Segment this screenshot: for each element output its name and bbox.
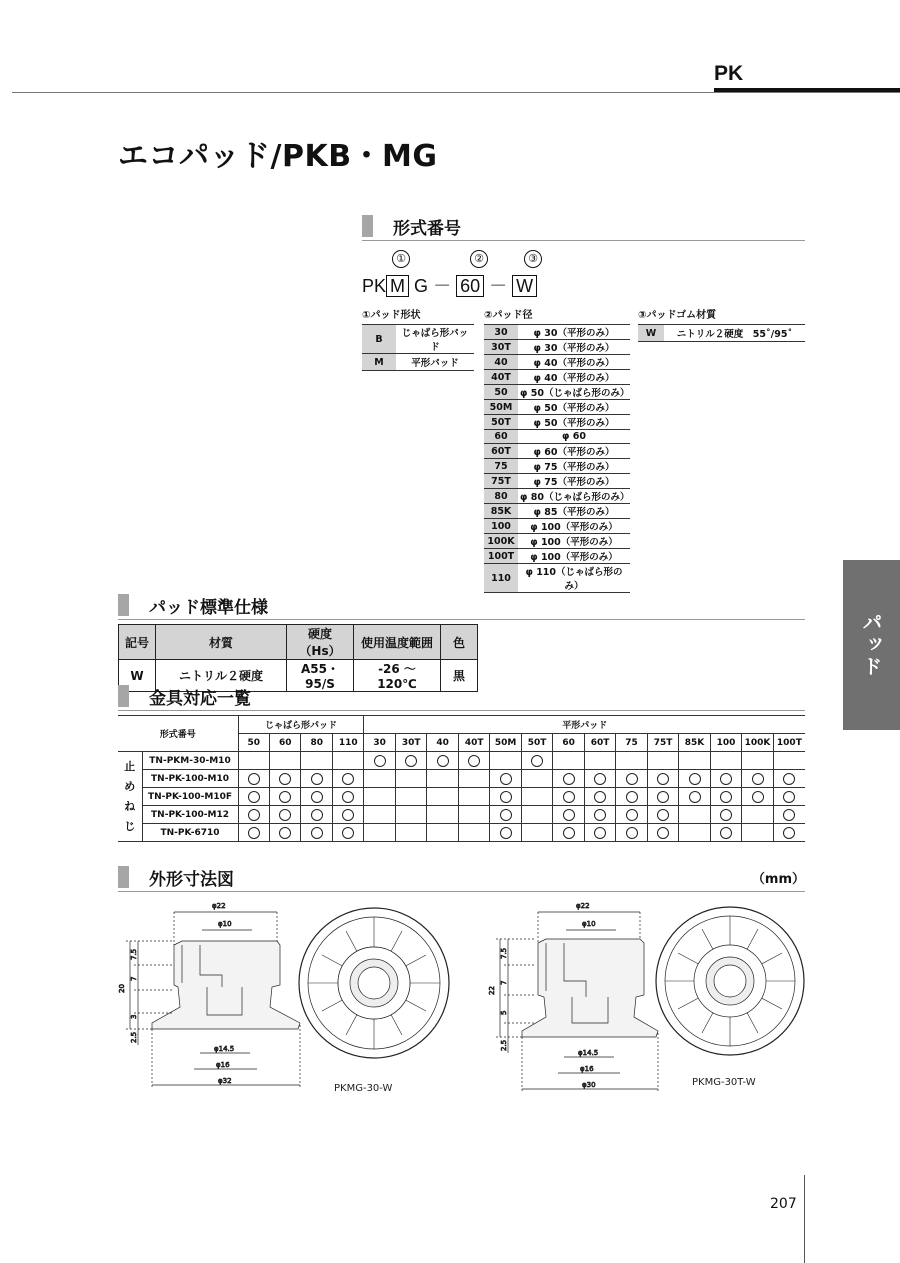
table-row [118,788,805,806]
compatible-mark [500,791,512,803]
size-header-75T: 75T [647,734,678,752]
size-header-40: 40 [427,734,458,752]
fitting-table [118,715,805,842]
compat-cell [395,788,426,806]
compatible-mark [342,827,354,839]
compatible-mark [783,791,795,803]
fitting-section-title: 金具対応一覧 [149,688,251,709]
compat-cell [742,788,773,806]
dim-h2: 7 [130,976,138,981]
compat-cell [301,806,332,824]
table-row: 30T φ 30（平形のみ） [484,340,630,355]
diameter-table [484,324,630,593]
compatible-mark [720,809,732,821]
table-row: 110 φ 110（じゃばら形のみ） [484,564,630,593]
bellows-group-header: じゃばら形パッド [238,716,364,734]
table-row [118,806,805,824]
size-header-60T: 60T [584,734,615,752]
dimension-section-header [118,863,805,892]
header-tag: PK [714,62,744,85]
compat-cell [679,788,710,806]
compat-cell [647,806,678,824]
dim-d22: φ22 [576,902,590,910]
fitting-section-header [118,682,805,711]
compatible-mark [720,827,732,839]
fitting-model-name: TN-PK-100-M10F [142,788,238,806]
compat-cell [364,824,395,842]
compatible-mark [279,791,291,803]
compat-cell [238,752,269,770]
dim-h1: 7.5 [130,948,138,960]
drawing-pkmg-30-w [112,895,457,1105]
compatible-mark [437,755,449,767]
table-row [118,824,805,842]
compat-cell [301,752,332,770]
drawing-pkmg-30t-w [480,895,810,1105]
size-header-60: 60 [270,734,301,752]
compat-cell [332,752,363,770]
compat-cell [679,770,710,788]
compatible-mark [531,755,543,767]
dim-htot: 20 [118,984,126,993]
compat-cell [521,752,552,770]
compatible-mark [342,773,354,785]
dim-h3: 3 [130,1014,138,1019]
compat-cell [490,770,521,788]
compat-cell [616,788,647,806]
compat-cell [616,824,647,842]
table-row: 75 φ 75（平形のみ） [484,459,630,474]
material-table [638,324,805,342]
compatible-mark [626,791,638,803]
table-row: W ニトリル２硬度 55˚/95˚ [638,325,805,342]
compatible-mark [563,791,575,803]
compat-cell [427,788,458,806]
dim-d10: φ10 [582,920,596,928]
compat-cell [364,806,395,824]
compatible-mark [657,827,669,839]
compat-cell [584,824,615,842]
compatible-mark [563,773,575,785]
compat-cell [679,752,710,770]
compat-cell [584,806,615,824]
table-header-row [118,716,805,734]
compatible-mark [783,773,795,785]
code-part2: 60 [456,275,484,297]
size-header-80: 80 [301,734,332,752]
compatible-mark [500,809,512,821]
compatible-mark [563,809,575,821]
compat-cell [647,824,678,842]
table-row: 50M φ 50（平形のみ） [484,400,630,415]
compat-cell [427,824,458,842]
size-header-100: 100 [710,734,741,752]
model-code [362,272,537,298]
compat-cell [647,752,678,770]
compat-cell [616,806,647,824]
side-label-char: め [124,779,136,793]
section-marker [118,594,129,616]
code-dash1: － [433,276,452,296]
compatible-mark [311,827,323,839]
code-part1: M [386,275,409,297]
compatible-mark [657,809,669,821]
compat-cell [553,770,584,788]
dimension-unit: （mm） [751,871,805,887]
table-row [118,770,805,788]
side-tab-label: パッド [859,612,883,678]
size-header-50: 50 [238,734,269,752]
compatible-mark [248,773,260,785]
dim-dout: φ32 [218,1077,232,1085]
compatible-mark [311,773,323,785]
compat-cell [521,824,552,842]
compat-cell [427,770,458,788]
compatible-mark [594,791,606,803]
table-row: 30 φ 30（平形のみ） [484,325,630,340]
compatible-mark [626,809,638,821]
compatible-mark [311,809,323,821]
compat-cell [270,752,301,770]
compatible-mark [311,791,323,803]
compat-cell [742,752,773,770]
fitting-model-name: TN-PK-100-M10 [142,770,238,788]
compat-cell [742,824,773,842]
compat-cell [458,752,489,770]
diameter-table-block [484,306,630,593]
compat-cell [395,806,426,824]
compat-cell [773,806,805,824]
shape-caption: ①パッド形状 [362,310,421,321]
compatible-mark [752,773,764,785]
size-header-50T: 50T [521,734,552,752]
compat-cell [742,770,773,788]
shape-table-block [362,306,474,371]
compat-cell [553,752,584,770]
model-section-title: 形式番号 [393,218,461,239]
compatible-mark [689,773,701,785]
compatible-mark [279,773,291,785]
dim-d22: φ22 [212,902,226,910]
size-header-110: 110 [332,734,363,752]
compat-cell [490,788,521,806]
dim-h1: 7.5 [500,947,508,959]
compatible-mark [279,827,291,839]
table-row: W ニトリル２硬度 A55・95/S -26 ～ 120℃ 黒 [119,660,478,692]
compat-cell [332,824,363,842]
side-label [118,752,142,842]
compat-cell [301,824,332,842]
dim-h4: 2.5 [130,1031,138,1043]
spec-section-header [118,591,805,620]
fitting-model-name: TN-PK-6710 [142,824,238,842]
compat-cell [553,824,584,842]
size-header-100K: 100K [742,734,773,752]
compat-cell [710,806,741,824]
compat-cell [584,770,615,788]
compat-cell [521,770,552,788]
compatible-mark [657,773,669,785]
code-dash2: － [489,276,508,296]
dim-d145: φ14.5 [214,1045,235,1053]
compatible-mark [468,755,480,767]
compat-cell [364,788,395,806]
compatible-mark [752,791,764,803]
table-row: 60T φ 60（平形のみ） [484,444,630,459]
table-row: 40T φ 40（平形のみ） [484,370,630,385]
header-rule [12,92,900,93]
compatible-mark [689,791,701,803]
size-header-85K: 85K [679,734,710,752]
dimension-section-title: 外形寸法図 [149,869,234,890]
compatible-mark [342,809,354,821]
table-header-row: 記号 材質 硬度（Hs） 使用温度範囲 色 [119,625,478,660]
section-marker [118,685,129,707]
compat-cell [490,824,521,842]
compatible-mark [720,791,732,803]
code-mid: G [414,276,429,296]
flat-group-header: 平形パッド [364,716,805,734]
compatible-mark [563,827,575,839]
shape-table [362,324,474,371]
compat-cell [301,770,332,788]
table-row: 75T φ 75（平形のみ） [484,474,630,489]
compat-cell [521,806,552,824]
dim-d16: φ16 [580,1065,594,1073]
compat-cell [332,788,363,806]
table-row: 100T φ 100（平形のみ） [484,549,630,564]
dim-dout: φ30 [582,1081,596,1089]
compat-cell [584,752,615,770]
compat-cell [238,806,269,824]
table-row [118,752,805,770]
compatible-mark [248,827,260,839]
table-row: 50 φ 50（じゃばら形のみ） [484,385,630,400]
compatible-mark [626,827,638,839]
circle-3: ③ [524,250,542,268]
compat-cell [490,752,521,770]
compat-cell [710,788,741,806]
compatible-mark [374,755,386,767]
compatible-mark [594,809,606,821]
compat-cell [458,806,489,824]
drawing-label-1: PKMG-30-W [334,1083,393,1094]
compat-cell [364,752,395,770]
compat-cell [395,770,426,788]
table-row: B じゃばら形パッド [362,325,474,354]
table-row: 100K φ 100（平形のみ） [484,534,630,549]
compat-cell [395,752,426,770]
size-header-50M: 50M [490,734,521,752]
compat-cell [521,788,552,806]
compat-cell [742,806,773,824]
table-row: 100 φ 100（平形のみ） [484,519,630,534]
compat-cell [270,770,301,788]
dim-d145: φ14.5 [578,1049,599,1057]
compatible-mark [657,791,669,803]
compat-cell [773,770,805,788]
table-row: M 平形パッド [362,354,474,371]
table-row: 50T φ 50（平形のみ） [484,415,630,430]
compatible-mark [405,755,417,767]
table-row: 85K φ 85（平形のみ） [484,504,630,519]
compat-cell [710,824,741,842]
size-header-30T: 30T [395,734,426,752]
compat-cell [270,824,301,842]
compat-cell [238,824,269,842]
compat-cell [616,752,647,770]
compat-cell [773,752,805,770]
compat-cell [773,788,805,806]
compat-cell [364,770,395,788]
section-marker [118,866,129,888]
model-header: 形式番号 [118,716,238,752]
compatible-mark [626,773,638,785]
code-prefix: PK [362,276,387,296]
side-label-char: じ [124,819,136,833]
material-table-block [638,306,805,342]
page-number: 207 [770,1196,797,1212]
compatible-mark [500,827,512,839]
spec-section-title: パッド標準仕様 [149,597,268,618]
compat-cell [458,788,489,806]
side-label-char: 止 [124,759,136,773]
dim-htot: 22 [488,986,496,995]
compatible-mark [783,809,795,821]
circle-2: ② [470,250,488,268]
compat-cell [679,806,710,824]
table-row: 40 φ 40（平形のみ） [484,355,630,370]
compatible-mark [279,809,291,821]
drawing-label-2: PKMG-30T-W [692,1077,756,1088]
compat-cell [647,770,678,788]
size-header-40T: 40T [458,734,489,752]
dim-h2: 7 [500,980,508,985]
compat-cell [553,788,584,806]
compatible-mark [342,791,354,803]
compat-cell [710,752,741,770]
compat-cell [270,788,301,806]
size-header-100T: 100T [773,734,805,752]
compatible-mark [248,809,260,821]
compatible-mark [248,791,260,803]
circle-1: ① [392,250,410,268]
compatible-mark [500,773,512,785]
compatible-mark [720,773,732,785]
compat-cell [395,824,426,842]
compat-cell [301,788,332,806]
page-number-rule [804,1175,805,1263]
code-part3: W [512,275,537,297]
compat-cell [238,770,269,788]
compatible-mark [594,827,606,839]
compat-cell [238,788,269,806]
side-label-char: ね [124,799,136,813]
dim-d16: φ16 [216,1061,230,1069]
size-header-60: 60 [553,734,584,752]
fitting-model-name: TN-PK-100-M12 [142,806,238,824]
dim-d10: φ10 [218,920,232,928]
compat-cell [647,788,678,806]
compat-cell [553,806,584,824]
table-row: 60 φ 60 [484,430,630,444]
diameter-caption: ②パッド径 [484,310,533,321]
fitting-model-name: TN-PKM-30-M10 [142,752,238,770]
compat-cell [710,770,741,788]
table-row: 80 φ 80（じゃばら形のみ） [484,489,630,504]
compat-cell [458,824,489,842]
compat-cell [490,806,521,824]
model-section-header [362,212,805,241]
compatible-mark [783,827,795,839]
size-header-30: 30 [364,734,395,752]
compatible-mark [594,773,606,785]
compat-cell [773,824,805,842]
material-caption: ③パッドゴム材質 [638,310,717,321]
dim-h3: 5 [500,1010,508,1015]
code-circles [392,250,552,268]
compat-cell [616,770,647,788]
compat-cell [332,770,363,788]
page-title: エコパッド/PKB・MG [118,139,438,174]
section-marker [362,215,373,237]
compat-cell [332,806,363,824]
compat-cell [427,806,458,824]
size-header-75: 75 [616,734,647,752]
compat-cell [584,788,615,806]
compat-cell [679,824,710,842]
compat-cell [427,752,458,770]
compat-cell [458,770,489,788]
dim-h4: 2.5 [500,1039,508,1051]
compat-cell [270,806,301,824]
